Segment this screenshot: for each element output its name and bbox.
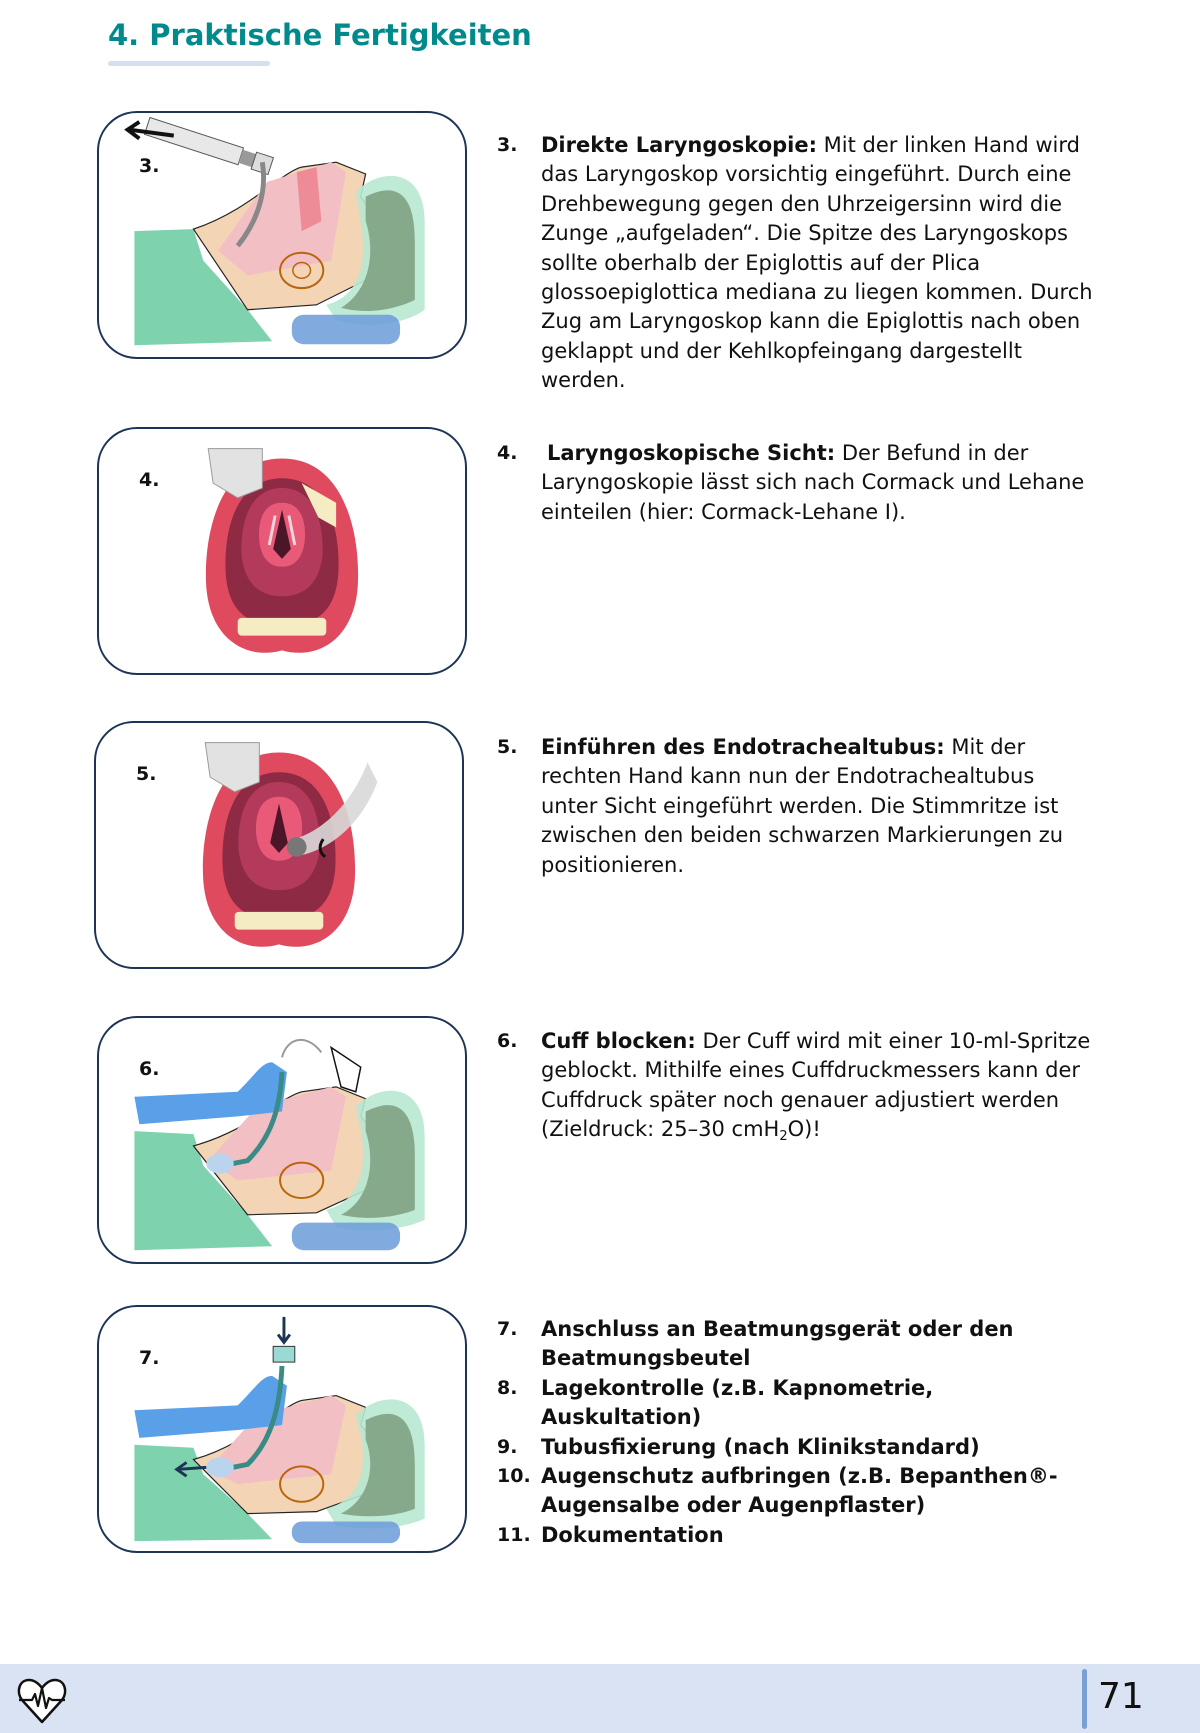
step-heading: Direkte Laryngoskopie: [541,133,817,157]
final-steps-list [497,1315,1097,1550]
step-heading: Einführen des Endotrachealtubus: [541,735,945,759]
step-number: 11. [497,1523,531,1546]
figure-panel-4 [97,427,467,675]
list-item [497,1462,1097,1521]
step-text-end: O)! [787,1117,821,1142]
step-number: 9. [497,1435,518,1458]
step-heading: Cuff blocken: [541,1029,696,1053]
figure-label: 5. [136,763,157,785]
step-number: 5. [497,736,518,758]
step-text: Mit der rechten Hand kann nun der Endotrachealtubus unter Sicht eingeführt werden. Die Stimmritze ist zwischen den beiden schwarzen Markierungen zu positionieren. [541,735,1064,877]
tube-insertion-illustration [96,723,462,967]
list-item [497,1521,1097,1550]
step-4 [497,439,1097,527]
laryngoscopic-view-illustration [99,429,465,673]
step-text: Der Cuff wird mit einer 10-ml-Spritze geblockt. Mithilfe eines Cuffdruckmessers kann der Cuffdruck später noch genauer adjustiert werden (Zieldruck: 25–30 cmH [541,1029,1091,1142]
step-number: 10. [497,1465,531,1488]
figure-label: 3. [139,155,160,177]
figure-panel-5 [94,721,464,969]
step-heading: Laryngoskopische Sicht: [547,441,836,465]
figure-label: 6. [139,1058,160,1080]
step-text: Der Befund in der Laryngoskopie lässt sich nach Cormack und Lehane einteilen (hier: Cormack-Lehane I). [541,441,1085,524]
step-number: 6. [497,1030,518,1052]
step-3 [497,131,1097,396]
list-item [497,1315,1097,1374]
step-text: Augenschutz aufbringen (z.B. Bepanthen®-Augensalbe oder Augenpflaster) [541,1464,1058,1518]
step-number: 3. [497,134,518,156]
step-number: 8. [497,1376,518,1399]
step-text: Lagekontrolle (z.B. Kapnometrie, Auskultation) [541,1375,934,1430]
ventilation-connection-illustration [99,1307,465,1551]
step-5 [497,733,1097,880]
page-number: 71 [1098,1676,1144,1717]
heart-pulse-icon [14,1672,70,1728]
figure-label: 7. [139,1347,160,1369]
page-title: 4. Praktische Fertigkeiten [108,18,532,52]
list-item [497,1433,1097,1462]
page-footer [0,1664,1200,1733]
step-text: Anschluss an Beatmungsgerät oder den Beatmungsbeutel [541,1317,1014,1371]
footer-divider [1082,1669,1087,1729]
step-text: Dokumentation [541,1522,724,1547]
list-item [497,1374,1097,1433]
figure-label: 4. [139,469,160,491]
step-6 [497,1027,1097,1145]
cuff-blocking-illustration [99,1018,465,1262]
subscript: 2 [779,1129,788,1145]
step-number: 7. [497,1318,518,1340]
laryngoscopy-side-view-illustration [99,113,465,357]
step-text: Tubusfixierung (nach Klinikstandard) [541,1434,980,1459]
figure-panel-3 [97,111,467,359]
step-number: 4. [497,442,518,464]
figure-panel-6 [97,1016,467,1264]
step-text: Mit der linken Hand wird das Laryngoskop vorsichtig eingeführt. Durch eine Drehbewegung gegen den Uhrzeigersinn wird die Zunge „aufgeladen“. Die Spitze des Laryngoskops sollte oberhalb der Epiglottis auf der Plica glossoepiglottica mediana zu liegen kommen. Durch Zug am Laryngoskop kann die Epiglottis nach oben geklappt und der Kehlkopfeingang dargestellt werden. [541,133,1093,393]
title-underline [108,61,270,66]
figure-panel-7 [97,1305,467,1553]
